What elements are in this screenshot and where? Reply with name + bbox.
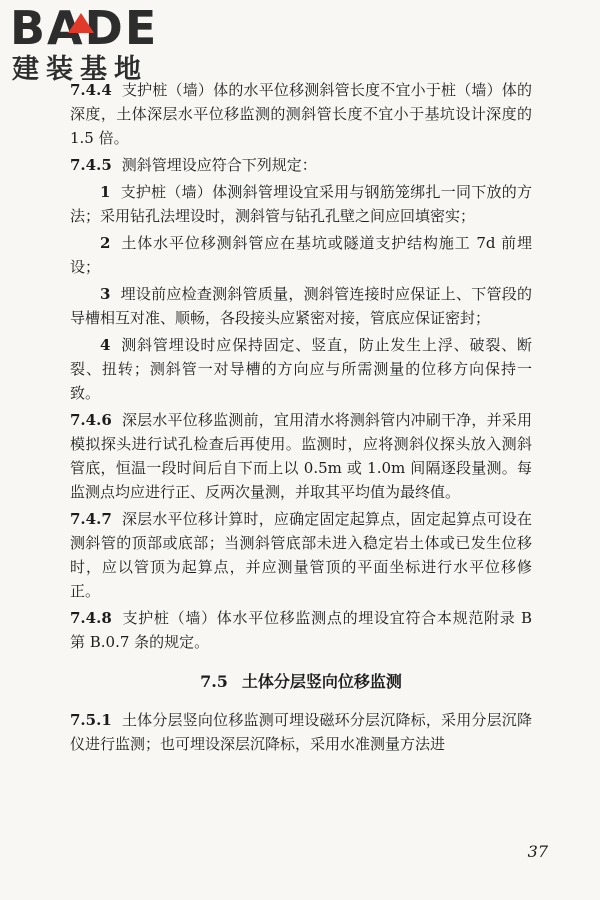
logo-brand: BADE	[10, 1, 159, 55]
clause-number: 7.5.1	[70, 711, 112, 729]
clause-text: 深层水平位移计算时，应确定固定起算点，固定起算点可设在测斜管的顶部或底部；当测斜管底部未进入稳定岩土体或已发生位移时，应以管顶为起算点，并应测量管顶的平面坐标进行水平位移修正。	[70, 510, 532, 600]
clause-7-4-4	[70, 78, 532, 150]
clause-number: 7.4.6	[70, 411, 112, 429]
clause-7-5-1	[70, 708, 532, 756]
item-text: 埋设前应检查测斜管质量，测斜管连接时应保证上、下管段的导槽相互对准、顺畅，各段接头应紧密对接，管底应保证密封；	[70, 285, 532, 327]
list-item-1	[70, 180, 532, 228]
clause-7-4-7	[70, 507, 532, 603]
item-number: 4	[100, 336, 111, 354]
clause-7-4-5	[70, 153, 532, 177]
section-title: 土体分层竖向位移监测	[241, 672, 402, 691]
logo-accent-icon	[68, 13, 94, 33]
item-number: 2	[100, 234, 111, 252]
document-body	[70, 78, 532, 759]
clause-7-4-6	[70, 408, 532, 504]
page-number: 37	[527, 842, 548, 861]
logo-subtitle: 建装基地	[12, 54, 148, 85]
clause-text: 深层水平位移监测前，宜用清水将测斜管内冲刷干净，并采用模拟探头进行试孔检查后再使用。监测时，应将测斜仪探头放入测斜管底，恒温一段时间后自下而上以 0.5m 或 1.0m 间隔逐段量测。每监测点均应进行正、反两次量测，并取其平均值为最终值。	[70, 411, 532, 501]
clause-number: 7.4.7	[70, 510, 112, 528]
item-text: 土体水平位移测斜管应在基坑或隧道支护结构施工 7d 前埋设；	[70, 234, 532, 276]
list-item-2	[70, 231, 532, 279]
clause-text: 支护桩（墙）体水平位移监测点的埋设宜符合本规范附录 B 第 B.0.7 条的规定。	[70, 609, 532, 651]
section-heading	[70, 670, 532, 694]
item-text: 支护桩（墙）体测斜管埋设宜采用与钢筋笼绑扎一同下放的方法；采用钻孔法埋设时，测斜管与钻孔孔壁之间应回填密实；	[70, 183, 532, 225]
section-number: 7.5	[200, 672, 228, 691]
clause-7-4-8	[70, 606, 532, 654]
clause-text: 支护桩（墙）体的水平位移测斜管长度不宜小于桩（墙）体的深度，土体深层水平位移监测的测斜管长度不宜小于基坑设计深度的 1.5 倍。	[70, 81, 532, 147]
item-text: 测斜管埋设时应保持固定、竖直，防止发生上浮、破裂、断裂、扭转；测斜管一对导槽的方向应与所需测量的位移方向保持一致。	[70, 336, 532, 402]
clause-text: 测斜管埋设应符合下列规定：	[121, 156, 317, 174]
clause-number: 7.4.4	[70, 81, 112, 99]
clause-text: 土体分层竖向位移监测可埋设磁环分层沉降标，采用分层沉降仪进行监测；也可埋设深层沉降标，采用水准测量方法进	[70, 711, 532, 753]
clause-number: 7.4.8	[70, 609, 112, 627]
clause-number: 7.4.5	[70, 156, 112, 174]
item-number: 3	[100, 285, 111, 303]
list-item-3	[70, 282, 532, 330]
list-item-4	[70, 333, 532, 405]
item-number: 1	[100, 183, 111, 201]
